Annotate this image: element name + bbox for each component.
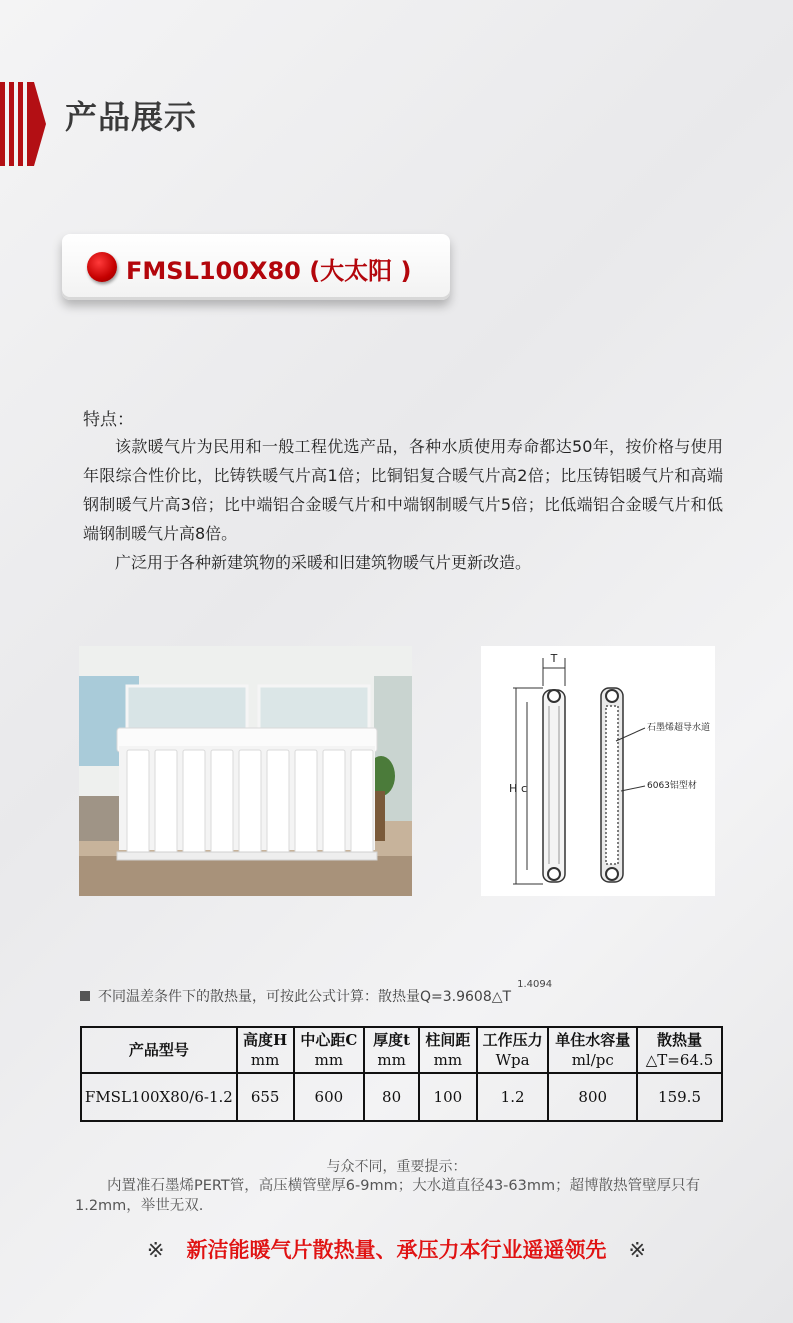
formula-delta: △T — [491, 989, 512, 1005]
table-header: 柱间距 mm — [419, 1027, 477, 1073]
table-header: 散热量 △T=64.5 — [637, 1027, 722, 1073]
table-cell: 1.2 — [477, 1073, 549, 1121]
features-paragraph-2: 广泛用于各种新建筑物的采暖和旧建筑物暖气片更新改造。 — [115, 553, 532, 572]
table-cell: 655 — [237, 1073, 294, 1121]
table-cell: 80 — [364, 1073, 419, 1121]
reference-mark-left: ※ — [146, 1238, 165, 1262]
formula-note — [80, 979, 553, 1006]
square-bullet-icon — [80, 991, 90, 1001]
material-label: 6063铝型材 — [647, 781, 697, 791]
radiator-room-photo — [79, 646, 412, 896]
table-header: 单住水容量 ml/pc — [548, 1027, 637, 1073]
slogan — [0, 1234, 793, 1264]
table-cell: 100 — [419, 1073, 477, 1121]
product-name-badge — [62, 234, 450, 300]
table-header: 产品型号 — [81, 1027, 237, 1073]
features-label: 特点： — [83, 410, 134, 430]
table-cell: 600 — [294, 1073, 365, 1121]
red-dot-icon — [87, 252, 117, 282]
tips-title: 与众不同，重要提示： — [326, 1159, 467, 1175]
header-accent-bars — [0, 82, 46, 166]
table-cell: 800 — [548, 1073, 637, 1121]
table-header: 中心距C mm — [294, 1027, 365, 1073]
table-header-row — [81, 1027, 722, 1073]
product-name: FMSL100X80 (大太阳 ) — [126, 257, 412, 285]
dim-c-label: c — [521, 782, 528, 795]
tips-body — [75, 1176, 715, 1216]
table-header: 厚度t mm — [364, 1027, 419, 1073]
table-header: 工作压力 Wpa — [477, 1027, 549, 1073]
dim-t-label: T — [550, 652, 558, 665]
spec-table — [80, 1026, 723, 1122]
features-text — [83, 432, 723, 577]
features-paragraph-1: 该款暖气片为民用和一般工程优选产品，各种水质使用寿命都达50年，按价格与使用年限综合性价比，比铸铁暖气片高1倍；比铜铝复合暖气片高2倍；比压铸铝暖气片和高端钢制暖气片高3倍；比中端铝合金暖气片和中端钢制暖气片5倍；比低端铝合金暖气片和低端钢制暖气片高8倍。 — [83, 437, 723, 543]
table-row — [81, 1073, 722, 1121]
table-cell: 159.5 — [637, 1073, 722, 1121]
table-cell: FMSL100X80/6-1.2 — [81, 1073, 237, 1121]
channel-label: 石墨烯超导水道 — [647, 723, 711, 733]
radiator-section-diagram — [481, 646, 715, 896]
table-header: 高度H mm — [237, 1027, 294, 1073]
reference-mark-right: ※ — [628, 1238, 647, 1262]
formula-text: 不同温差条件下的散热量，可按此公式计算：散热量Q=3.9608 — [98, 989, 492, 1005]
page-title: 产品展示 — [65, 98, 198, 136]
formula-exponent: 1.4094 — [517, 979, 553, 991]
slogan-text: 新洁能暖气片散热量、承压力本行业遥遥领先 — [186, 1237, 607, 1262]
tips-text: 内置准石墨烯PERT管，高压横管壁厚6-9mm；大水道直径43-63mm；超博散热管壁厚只有1.2mm，举世无双. — [75, 1178, 701, 1214]
dim-h-label: H — [509, 782, 518, 795]
